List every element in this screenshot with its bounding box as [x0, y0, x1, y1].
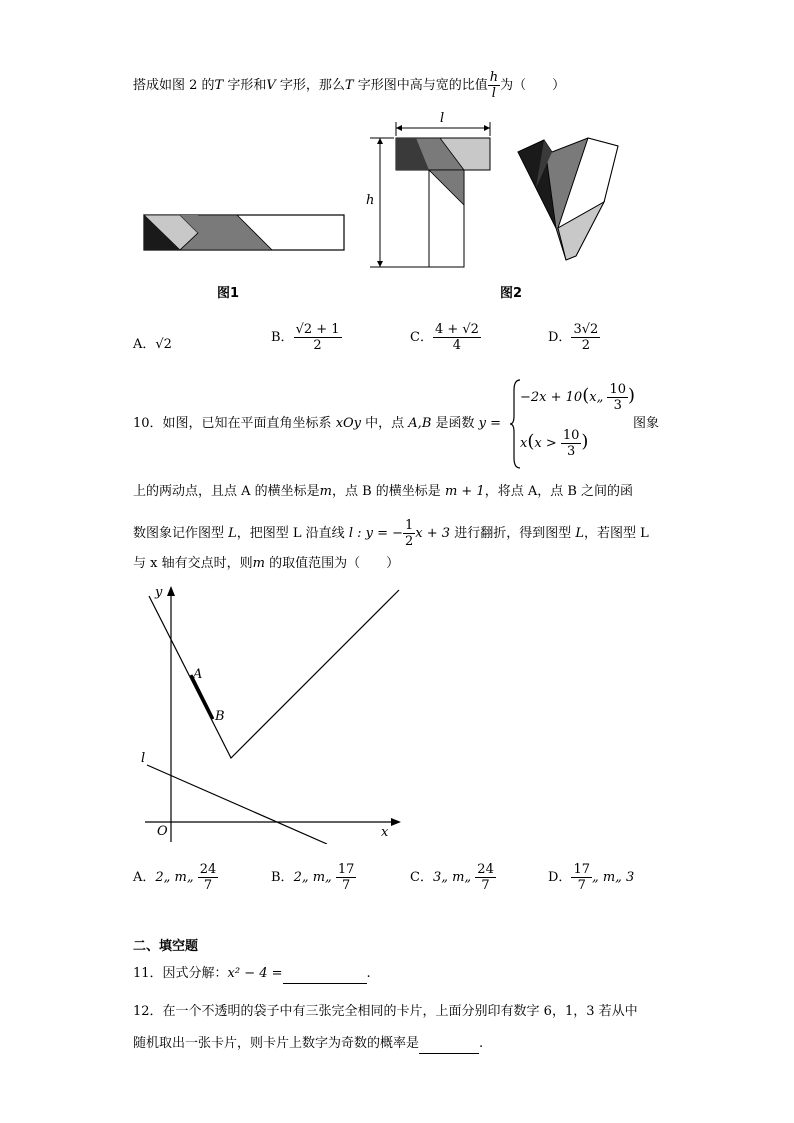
- l-label: l: [440, 112, 445, 126]
- figure-1: [140, 210, 346, 254]
- section-fill-in-blank: 二、填空题: [133, 939, 199, 954]
- origin-label: O: [157, 824, 168, 839]
- q12-answer-blank[interactable]: [419, 1035, 479, 1054]
- q10-choice-c[interactable]: C．3„ m„ $\frac{24}{7}$: [410, 862, 494, 893]
- line-l: [147, 765, 327, 844]
- hl-fraction: $\frac{h}{l}$: [489, 70, 499, 101]
- piece-1: −2x + 10(x„ $\frac{10}{3}$ ): [520, 382, 636, 413]
- q12-line-1: 12．在一个不透明的袋子中有三张完全相同的卡片，上面分别印有数字 6，1，3 若从中: [133, 1004, 638, 1019]
- q10-choice-a[interactable]: A．2„ m„ $\frac{24}{7}$: [133, 862, 217, 893]
- q10-choice-b[interactable]: B．2„ m„ $\frac{17}{7}$: [271, 862, 355, 893]
- figure-1-caption: 图1: [217, 286, 240, 301]
- q9-choice-c[interactable]: C． $\frac{4 + √2}{4}$: [410, 322, 479, 353]
- q10-line-1: 10．如图，已知在平面直角坐标系 xOy 中，点 A,B 是函数 y =: [133, 416, 502, 431]
- figure-2-t-shape: [360, 112, 500, 272]
- q10-line-4: 与 x 轴有交点时，则m 的取值范围为（ ）: [133, 556, 400, 571]
- q10-line-1-end: 图象: [633, 416, 660, 431]
- q9-choice-b[interactable]: B． $\frac{√2 + 1}{2}$: [271, 322, 340, 353]
- q10-choice-d[interactable]: D． $\frac{17}{7}$ „ m„ 3: [548, 862, 635, 893]
- q10-line-3: 数图象记作图型 L，把图型 L 沿直线 l : y = − $\frac{1}{2}$ x + 3 进行翻折，得到图型 L，若图型 L: [133, 518, 649, 549]
- point-b-label: B: [215, 709, 225, 724]
- h-label: h: [366, 193, 375, 208]
- q11-answer-blank[interactable]: [283, 965, 367, 984]
- piece-2: x(x > $\frac{10}{3}$ ): [520, 428, 589, 459]
- y-axis-label: y: [155, 585, 163, 600]
- figure-2-caption: 图2: [500, 286, 523, 301]
- q11: 11．因式分解：x² − 4 = .: [133, 965, 371, 984]
- q10-line-2: 上的两动点，且点 A 的横坐标是m，点 B 的横坐标是 m + 1，将点 A，点 B 之间的函: [133, 484, 634, 499]
- function-graph: [149, 590, 399, 758]
- q9-choice-a[interactable]: A．√2: [133, 337, 172, 352]
- x-axis-label: x: [381, 825, 389, 840]
- point-a-label: A: [193, 667, 203, 682]
- q10-graph: [135, 582, 405, 844]
- q12-line-2: 随机取出一张卡片，则卡片上数字为奇数的概率是 .: [133, 1035, 483, 1054]
- q9-choice-d[interactable]: D． $\frac{3√2}{2}$: [548, 322, 599, 353]
- q9-stem: 搭成如图 2 的T 字形和V 字形，那么T 字形图中高与宽的比值 $\frac{h}{l}$ 为（ ）: [133, 70, 566, 101]
- figure-2-v-shape: [512, 132, 622, 264]
- line-l-label: l: [141, 751, 146, 766]
